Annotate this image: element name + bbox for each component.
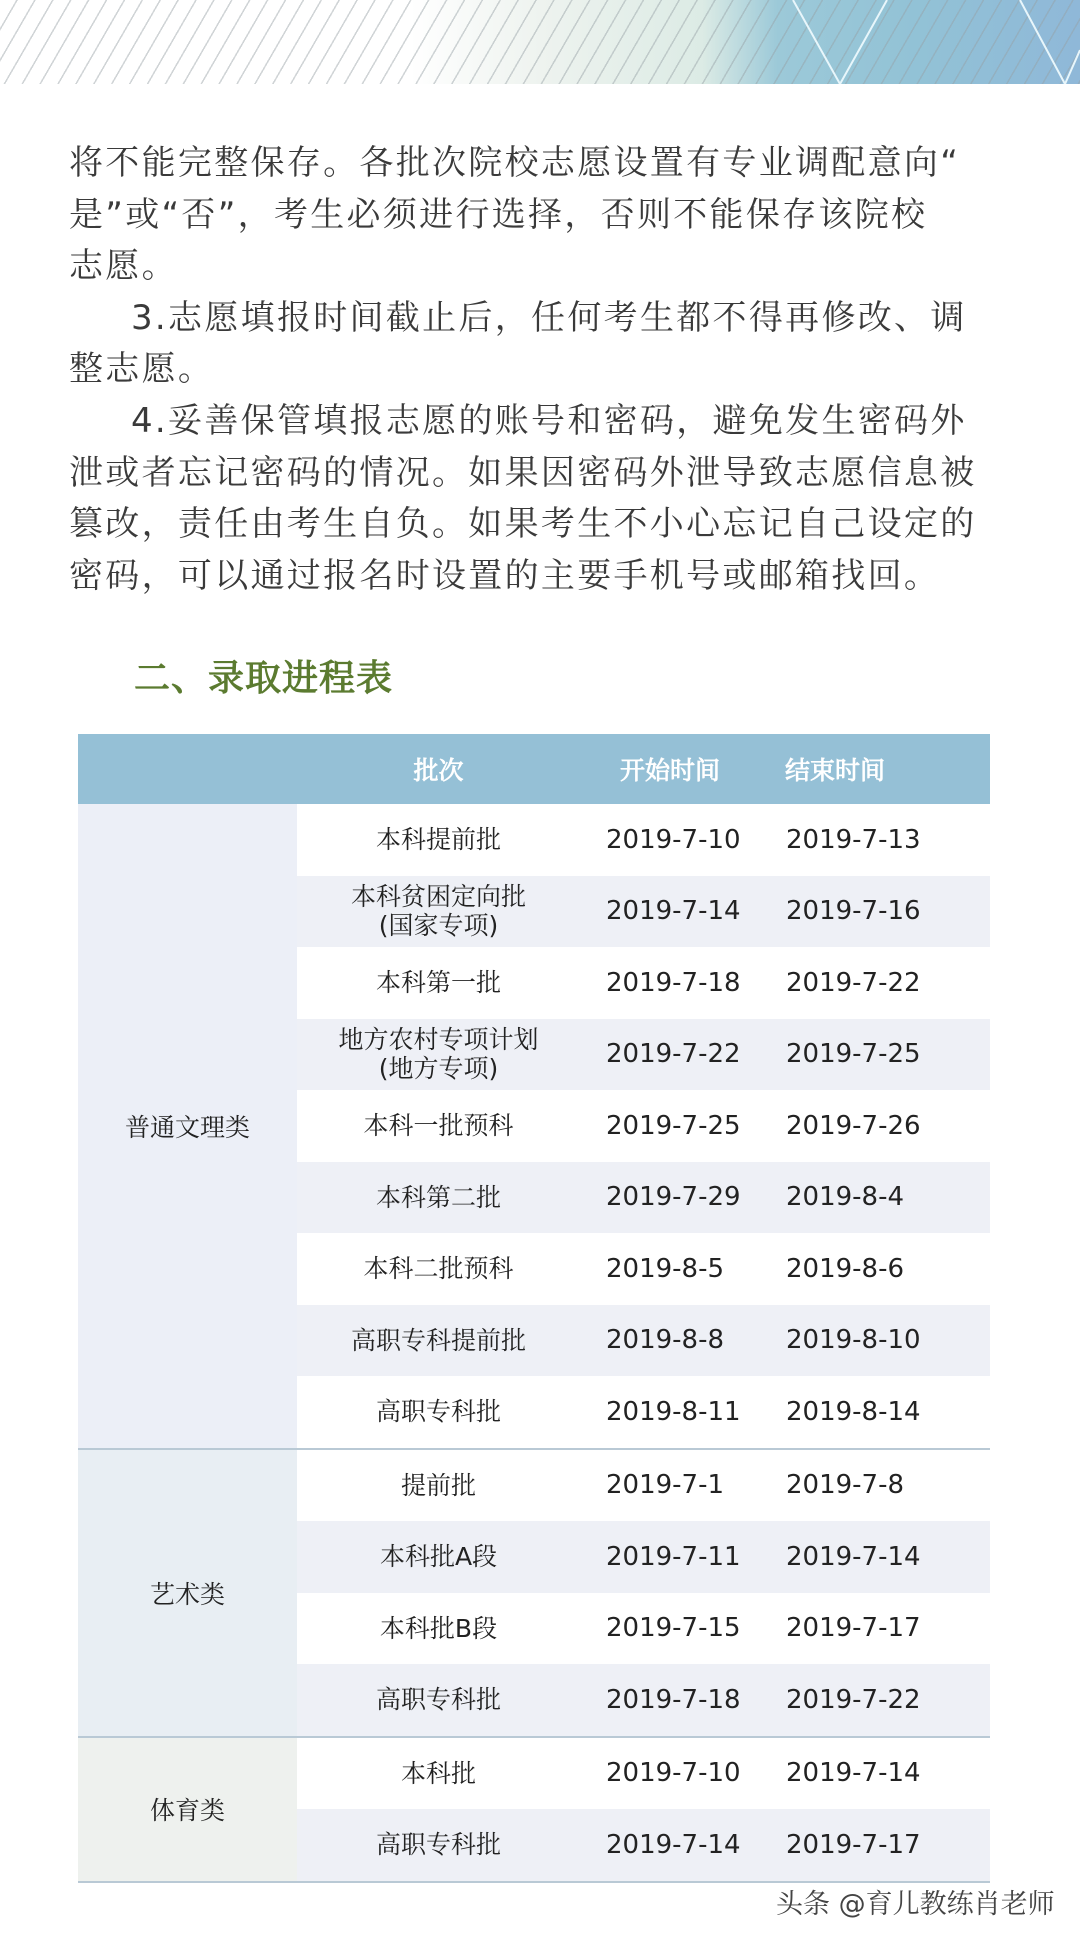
text-line: 泄或者忘记密码的情况。如果因密码外泄导致志愿信息被 — [69, 452, 977, 493]
batch-cell — [297, 1183, 580, 1212]
table-row — [297, 1809, 990, 1881]
text-line: 篡改，责任由考生自负。如果考生不小心忘记自己设定的 — [69, 504, 977, 545]
header-end: 结束时间 — [785, 756, 886, 785]
category-cell: 普通文理类 — [78, 804, 297, 1448]
table-group — [78, 1738, 990, 1883]
end-date: 2019-7-13 — [786, 824, 921, 855]
end-date: 2019-7-26 — [786, 1110, 921, 1141]
table-row — [297, 1664, 990, 1736]
text-line: 整志愿。 — [69, 349, 215, 390]
batch-name: 本科提前批 — [375, 825, 501, 855]
header-batch: 批次 — [413, 756, 464, 785]
table-row — [297, 1233, 990, 1305]
batch-cell — [297, 968, 580, 997]
table-row — [297, 1376, 990, 1448]
batch-name: 本科二批预科 — [363, 1254, 514, 1284]
end-date: 2019-7-22 — [786, 1684, 921, 1715]
start-date: 2019-8-8 — [606, 1325, 725, 1356]
batch-cell — [297, 1614, 580, 1643]
batch-cell — [297, 1471, 580, 1500]
start-date: 2019-7-10 — [606, 824, 741, 855]
start-date: 2019-7-10 — [606, 1758, 741, 1789]
batch-cell — [297, 1111, 580, 1140]
batch-name: 本科批 — [400, 1758, 476, 1788]
table-row — [297, 804, 990, 876]
batch-name: 高职专科批 — [375, 1685, 501, 1715]
batch-name: 高职专科批 — [375, 1830, 501, 1860]
text-line: 是”或“否”，考生必须进行选择，否则不能保存该院校 — [69, 194, 928, 235]
batch-cell — [297, 882, 580, 940]
table-row — [297, 1593, 990, 1665]
batch-cell — [297, 1685, 580, 1714]
table-row — [297, 1090, 990, 1162]
table-row — [297, 1738, 990, 1810]
table-group — [78, 804, 990, 1450]
section-heading: 二、录取进程表 — [134, 658, 394, 699]
batch-cell — [297, 1025, 580, 1083]
table-row — [297, 1450, 990, 1522]
table-row — [297, 1162, 990, 1234]
end-date: 2019-7-25 — [786, 1039, 921, 1070]
category-cell: 体育类 — [78, 1738, 297, 1881]
batch-name: 地方农村专项计划 — [338, 1025, 539, 1055]
start-date: 2019-7-22 — [606, 1039, 741, 1070]
admission-schedule-table — [78, 734, 990, 1883]
end-date: 2019-8-4 — [786, 1182, 905, 1213]
start-date: 2019-7-15 — [606, 1613, 741, 1644]
text-line: 3.志愿填报时间截止后，任何考生都不得再修改、调 — [131, 297, 967, 338]
start-date: 2019-7-11 — [606, 1541, 741, 1572]
end-date: 2019-7-17 — [786, 1613, 921, 1644]
batch-cell — [297, 1830, 580, 1859]
watermark: 头条 @育儿教练肖老师 — [776, 1889, 1055, 1920]
batch-cell — [297, 1254, 580, 1283]
batch-name: 本科批B段 — [379, 1613, 498, 1643]
start-date: 2019-7-14 — [606, 896, 741, 927]
batch-name: 高职专科提前批 — [350, 1325, 526, 1355]
table-row — [297, 876, 990, 948]
table-row — [297, 1019, 990, 1091]
start-date: 2019-7-18 — [606, 1684, 741, 1715]
batch-name: 提前批 — [400, 1470, 476, 1500]
decorative-banner — [0, 0, 1080, 84]
batch-name: 本科一批预科 — [363, 1111, 514, 1141]
table-group — [78, 1450, 990, 1738]
header-start: 开始时间 — [619, 756, 720, 785]
batch-cell — [297, 1397, 580, 1426]
batch-cell — [297, 1759, 580, 1788]
end-date: 2019-8-10 — [786, 1325, 921, 1356]
batch-subtitle: (国家专项) — [378, 911, 499, 941]
batch-cell — [297, 825, 580, 854]
start-date: 2019-8-5 — [606, 1253, 725, 1284]
end-date: 2019-7-14 — [786, 1758, 921, 1789]
end-date: 2019-8-6 — [786, 1253, 905, 1284]
end-date: 2019-7-14 — [786, 1541, 921, 1572]
batch-name: 本科第一批 — [375, 968, 501, 998]
start-date: 2019-7-29 — [606, 1182, 741, 1213]
batch-cell — [297, 1326, 580, 1355]
banner-lines-icon — [0, 0, 1080, 84]
end-date: 2019-7-17 — [786, 1829, 921, 1860]
batch-cell — [297, 1542, 580, 1571]
start-date: 2019-7-1 — [606, 1470, 725, 1501]
category-cell: 艺术类 — [78, 1450, 297, 1736]
batch-name: 本科贫困定向批 — [350, 882, 526, 912]
text-line: 将不能完整保存。各批次院校志愿设置有专业调配意向“ — [69, 143, 961, 183]
table-row — [297, 1305, 990, 1377]
text-line: 密码，可以通过报名时设置的主要手机号或邮箱找回。 — [69, 555, 941, 596]
end-date: 2019-7-16 — [786, 896, 921, 927]
batch-name: 本科第二批 — [375, 1182, 501, 1212]
end-date: 2019-8-14 — [786, 1396, 921, 1427]
start-date: 2019-7-18 — [606, 967, 741, 998]
batch-name: 本科批A段 — [379, 1542, 498, 1572]
batch-name: 高职专科批 — [375, 1397, 501, 1427]
table-header — [78, 734, 990, 804]
end-date: 2019-7-8 — [786, 1470, 905, 1501]
body-text — [69, 138, 1009, 602]
end-date: 2019-7-22 — [786, 967, 921, 998]
start-date: 2019-7-14 — [606, 1829, 741, 1860]
start-date: 2019-7-25 — [606, 1110, 741, 1141]
text-line: 4.妥善保管填报志愿的账号和密码，避免发生密码外 — [131, 400, 967, 441]
table-row — [297, 1521, 990, 1593]
table-row — [297, 947, 990, 1019]
batch-subtitle: (地方专项) — [378, 1054, 499, 1084]
start-date: 2019-8-11 — [606, 1396, 741, 1427]
text-line: 志愿。 — [69, 246, 178, 287]
